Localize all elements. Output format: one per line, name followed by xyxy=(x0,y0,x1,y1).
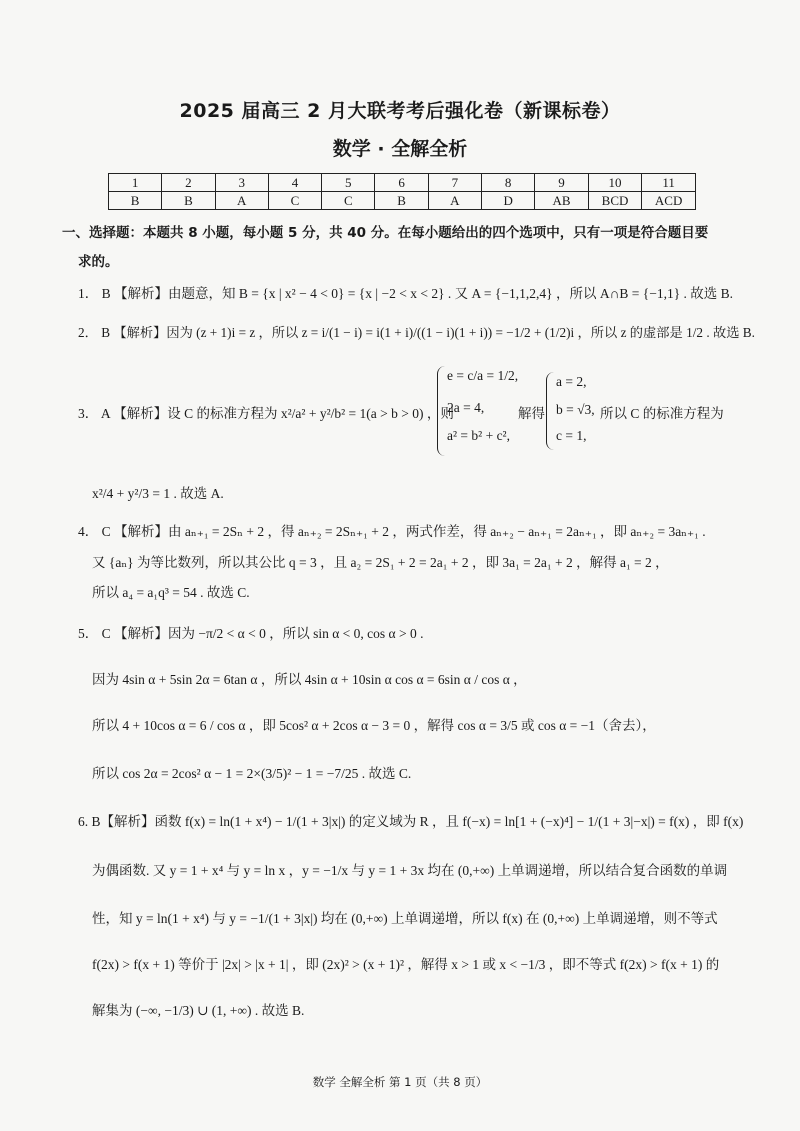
solution-q6-line4: f(2x) > f(x + 1) 等价于 |2x| > |x + 1| ，即 (2x)² > (x + 1)² ，解得 x > 1 或 x < −1/3 ，即不等式 f(2x) > f(x + 1) 的 xyxy=(92,957,720,972)
answer-cell: C xyxy=(268,192,321,210)
solution-q3-result: x²/4 + y²/3 = 1 . 故选 A. xyxy=(92,486,224,501)
document-subtitle: 数学 · 全解全析 xyxy=(332,138,468,160)
solution-q2: 2． B 【解析】因为 (z + 1)i = z ，所以 z = i/(1 − i) = i(1 + i)/((1 − i)(1 + i)) = −1/2 + (1/2)i ，所以 z 的虚部是 1/2 . 故选 B. xyxy=(78,325,755,340)
document-title: 2025 届高三 2 月大联考考后强化卷（新课标卷） xyxy=(179,100,621,122)
solution-q5-line1: 5． C 【解析】因为 −π/2 < α < 0 ，所以 sin α < 0, cos α > 0 . xyxy=(78,626,424,641)
solution-q5-line2: 因为 4sin α + 5sin 2α = 6tan α ，所以 4sin α + 10sin α cos α = 6sin α / cos α ， xyxy=(92,672,527,687)
answer-cell: BCD xyxy=(588,192,642,210)
q3-system2-eq1: a = 2, xyxy=(556,374,587,389)
answer-cell: D xyxy=(482,192,535,210)
system-brace-1 xyxy=(437,366,446,456)
answer-cell: ACD xyxy=(642,192,696,210)
solution-q6-line2: 为偶函数. 又 y = 1 + x⁴ 与 y = ln x ，y = −1/x 与 y = 1 + 3x 均在 (0,+∞) 上单调递增，所以结合复合函数的单调 xyxy=(92,863,728,878)
answer-number: 2 xyxy=(162,174,215,192)
section-heading: 一、选择题：本题共 8 小题，每小题 5 分，共 40 分。在每小题给出的四个选项中，只有一项是符合题目要 xyxy=(62,225,709,241)
solution-q4-line2: 又 {aₙ} 为等比数列，所以其公比 q = 3 ，且 a₂ = 2S₁ + 2 = 2a₁ + 2 ，即 3a₁ = 2a₁ + 2 ，解得 a₁ = 2 ， xyxy=(92,555,669,570)
answer-table xyxy=(108,173,696,210)
answer-cell: C xyxy=(322,192,375,210)
q3-system1-eq3: a² = b² + c², xyxy=(447,428,510,443)
answer-number: 7 xyxy=(428,174,481,192)
answer-cell: AB xyxy=(535,192,588,210)
answer-number: 1 xyxy=(109,174,162,192)
q3-system1-eq1: e = c/a = 1/2, xyxy=(447,368,519,383)
answer-number: 10 xyxy=(588,174,642,192)
q3-system2-eq3: c = 1, xyxy=(556,428,587,443)
answer-number: 11 xyxy=(642,174,696,192)
solution-q3-tail: 所以 C 的标准方程为 xyxy=(600,406,724,421)
solution-q4-line1: 4． C 【解析】由 aₙ₊₁ = 2Sₙ + 2 ，得 aₙ₊₂ = 2Sₙ₊₁ + 2 ，两式作差，得 aₙ₊₂ − aₙ₊₁ = 2aₙ₊₁ ，即 aₙ₊₂ = 3aₙ₊₁ . xyxy=(78,524,706,539)
solution-q6-line1: 6. B【解析】函数 f(x) = ln(1 + x⁴) − 1/(1 + 3|x|) 的定义域为 R ，且 f(−x) = ln[1 + (−x)⁴] − 1/(1 + 3|−x|) = f(x) ，即 f(x) xyxy=(78,814,744,829)
solution-q4-line3: 所以 a₄ = a₁q³ = 54 . 故选 C. xyxy=(92,585,250,600)
answer-number: 6 xyxy=(375,174,428,192)
q3-solve-label: 解得 xyxy=(518,406,545,421)
answer-number: 5 xyxy=(322,174,375,192)
answer-table-number-row xyxy=(109,174,696,192)
answer-cell: B xyxy=(375,192,428,210)
solution-q6-line5: 解集为 (−∞, −1/3) ∪ (1, +∞) . 故选 B. xyxy=(92,1003,305,1018)
answer-number: 4 xyxy=(268,174,321,192)
solution-q3-line1: 3． A 【解析】设 C 的标准方程为 x²/a² + y²/b² = 1(a > b > 0) ，则 xyxy=(78,406,454,421)
system-brace-2 xyxy=(546,372,555,450)
solution-q1: 1． B 【解析】由题意，知 B = {x | x² − 4 < 0} = {x | −2 < x < 2} . 又 A = {−1,1,2,4} ，所以 A∩B = {−1,1} . 故选 B. xyxy=(78,286,734,301)
answer-cell: B xyxy=(109,192,162,210)
answer-cell: A xyxy=(215,192,268,210)
solution-q5-line3: 所以 4 + 10cos α = 6 / cos α ，即 5cos² α + 2cos α − 3 = 0 ，解得 cos α = 3/5 或 cos α = −1（舍去）， xyxy=(92,718,656,733)
answer-cell: B xyxy=(162,192,215,210)
section-heading-cont: 求的。 xyxy=(78,254,119,270)
q3-system2-eq2: b = √3, xyxy=(556,402,595,417)
solution-q5-line4: 所以 cos 2α = 2cos² α − 1 = 2×(3/5)² − 1 = −7/25 . 故选 C. xyxy=(92,766,412,781)
answer-table-answer-row xyxy=(109,192,696,210)
q3-system1-eq2: 2a = 4, xyxy=(447,400,485,415)
page-footer: 数学 全解全析 第 1 页（共 8 页） xyxy=(312,1075,488,1089)
answer-cell: A xyxy=(428,192,481,210)
answer-number: 9 xyxy=(535,174,588,192)
answer-number: 3 xyxy=(215,174,268,192)
solution-q6-line3: 性，知 y = ln(1 + x⁴) 与 y = −1/(1 + 3|x|) 均在 (0,+∞) 上单调递增，所以 f(x) 在 (0,+∞) 上单调递增，则不等式 xyxy=(92,911,718,926)
answer-number: 8 xyxy=(482,174,535,192)
